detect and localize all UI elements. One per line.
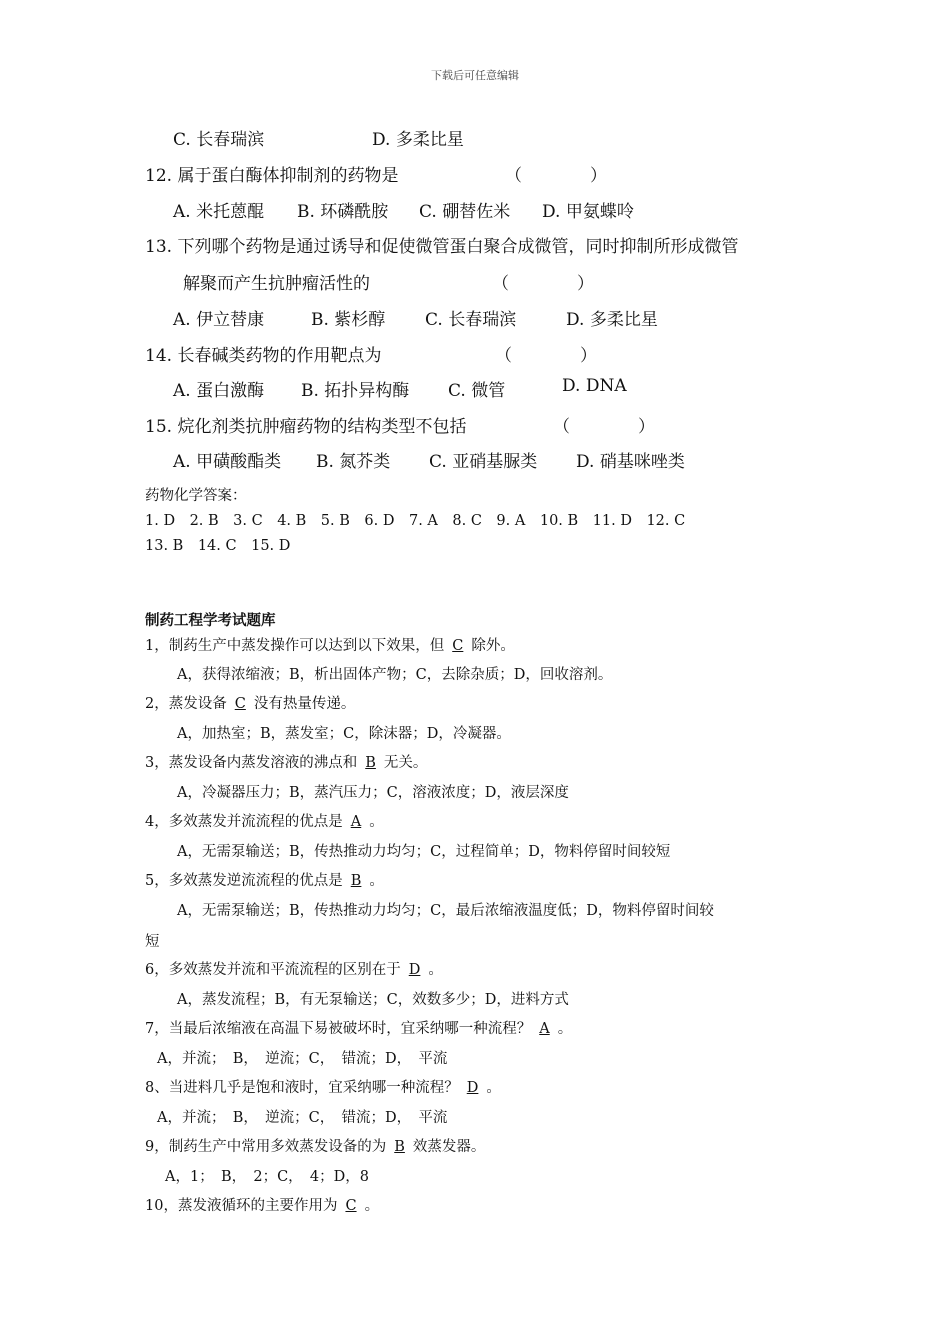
question-text: 4，多效蒸发并流流程的优点是	[145, 814, 343, 830]
question-tail: 。	[364, 1198, 380, 1214]
eng-q1-options: A，获得浓缩液；B，析出固体产物；C，去除杂质；D，回收溶剂。	[177, 667, 613, 683]
q15-option-c: C. 亚硝基脲类	[429, 452, 538, 472]
q12-option-c: C. 硼替佐米	[419, 202, 511, 222]
question-text: 1，制药生产中蒸发操作可以达到以下效果，但	[145, 638, 445, 654]
question-tail: 没有热量传递。	[253, 696, 356, 712]
q15-stem: 15. 烷化剂类抗肿瘤药物的结构类型不包括	[145, 417, 467, 437]
question-text: 6，多效蒸发并流和平流流程的区别在于	[145, 962, 401, 978]
q12-answer-paren: （ ）	[505, 166, 607, 186]
eng-q2-options: A，加热室；B，蒸发室；C，除沫器；D，冷凝器。	[177, 726, 511, 742]
q14-option-c: C. 微管	[448, 381, 506, 401]
question-text: 10，蒸发液循环的主要作用为	[145, 1198, 338, 1214]
q13-stem-line2: 解聚而产生抗肿瘤活性的	[183, 274, 370, 294]
eng-q5-options-wrap: 短	[145, 934, 160, 950]
question-text: 3，蒸发设备内蒸发溶液的沸点和	[145, 755, 358, 771]
page-header: 下载后可任意编辑	[431, 69, 519, 82]
q14-option-a: A. 蛋白激酶	[173, 381, 265, 401]
q14-stem: 14. 长春碱类药物的作用靶点为	[145, 346, 382, 366]
eng-q5-options: A，无需泵输送；B，传热推动力均匀；C，最后浓缩液温度低；D，物料停留时间较	[177, 903, 714, 919]
question-text: 7，当最后浓缩液在高温下易被破坏时，宜采纳哪一种流程？	[145, 1021, 532, 1037]
answer-blank: C	[234, 696, 246, 712]
eng-q5	[145, 869, 384, 890]
question-text: 2，蒸发设备	[145, 696, 227, 712]
question-tail: 除外。	[471, 638, 515, 654]
eng-q7	[145, 1017, 572, 1038]
eng-q4	[145, 810, 384, 831]
question-tail: 无关。	[383, 755, 428, 771]
answer-blank: A	[350, 814, 362, 830]
q15-option-b: B. 氮芥类	[316, 452, 391, 472]
q13-option-a: A. 伊立替康	[173, 310, 265, 330]
answer-blank: B	[350, 873, 362, 889]
question-tail: 效蒸发器。	[412, 1139, 486, 1155]
eng-q6-options: A，蒸发流程；B，有无泵输送；C，效数多少；D，进料方式	[177, 992, 569, 1008]
eng-q7-options: A，并流； B， 逆流；C， 错流；D， 平流	[157, 1051, 448, 1067]
eng-q3	[145, 751, 427, 772]
section-title: 制药工程学考试题库	[145, 612, 276, 629]
answers-line-2: 13. B 14. C 15. D	[145, 538, 291, 554]
eng-q10	[145, 1194, 379, 1215]
question-tail: 。	[369, 814, 384, 830]
question-text: 5，多效蒸发逆流流程的优点是	[145, 873, 343, 889]
question-tail: 。	[369, 873, 384, 889]
question-tail: 。	[557, 1021, 573, 1037]
question-tail: 。	[486, 1080, 501, 1096]
q13-stem-line1: 13. 下列哪个药物是通过诱导和促使微管蛋白聚合成微管，同时抑制所形成微管	[145, 237, 739, 257]
q15-option-a: A. 甲磺酸酯类	[173, 452, 282, 472]
q12-option-b: B. 环磷酰胺	[297, 202, 389, 222]
q15-option-d: D. 硝基咪唑类	[576, 452, 685, 472]
q12-option-a: A. 米托蒽醌	[173, 202, 265, 222]
q12-stem: 12. 属于蛋白酶体抑制剂的药物是	[145, 166, 399, 186]
q11-option-d: D. 多柔比星	[372, 130, 464, 150]
eng-q1	[145, 634, 515, 655]
eng-q2	[145, 692, 355, 713]
answer-blank: D	[408, 962, 421, 978]
question-text: 9，制药生产中常用多效蒸发设备的为	[145, 1139, 387, 1155]
eng-q6	[145, 958, 443, 979]
q14-option-d: D. DNA	[562, 376, 627, 396]
q14-answer-paren: （ ）	[495, 346, 597, 366]
answers-line-1: 1. D 2. B 3. C 4. B 5. B 6. D 7. A 8. C 9. A 10. B 11. D 12. C	[145, 513, 686, 529]
question-tail: 。	[428, 962, 443, 978]
eng-q8	[145, 1076, 501, 1097]
q13-option-d: D. 多柔比星	[566, 310, 658, 330]
question-text: 8、当进料几乎是饱和液时，宜采纳哪一种流程？	[145, 1080, 459, 1096]
q12-option-d: D. 甲氨蝶呤	[542, 202, 634, 222]
eng-q4-options: A，无需泵输送；B，传热推动力均匀；C，过程简单；D，物料停留时间较短	[177, 844, 671, 860]
eng-q8-options: A，并流； B， 逆流；C， 错流；D， 平流	[157, 1110, 448, 1126]
answer-blank: C	[452, 638, 464, 654]
q13-option-b: B. 紫杉醇	[311, 310, 386, 330]
answer-blank: B	[394, 1139, 405, 1155]
answer-blank: B	[365, 755, 376, 771]
q15-answer-paren: （ ）	[553, 417, 655, 437]
answer-blank: C	[345, 1198, 357, 1214]
q13-option-c: C. 长春瑞滨	[425, 310, 517, 330]
answer-blank: A	[539, 1021, 550, 1037]
eng-q3-options: A，冷凝器压力；B，蒸汽压力；C，溶液浓度；D，液层深度	[177, 785, 569, 801]
q11-option-c: C. 长春瑞滨	[173, 130, 265, 150]
eng-q9-options: A，1； B， 2；C， 4；D，8	[165, 1169, 369, 1185]
eng-q9	[145, 1135, 485, 1156]
answer-blank: D	[466, 1080, 479, 1096]
q13-answer-paren: （ ）	[492, 274, 594, 294]
answers-title: 药物化学答案：	[145, 488, 247, 504]
q14-option-b: B. 拓扑异构酶	[301, 381, 410, 401]
